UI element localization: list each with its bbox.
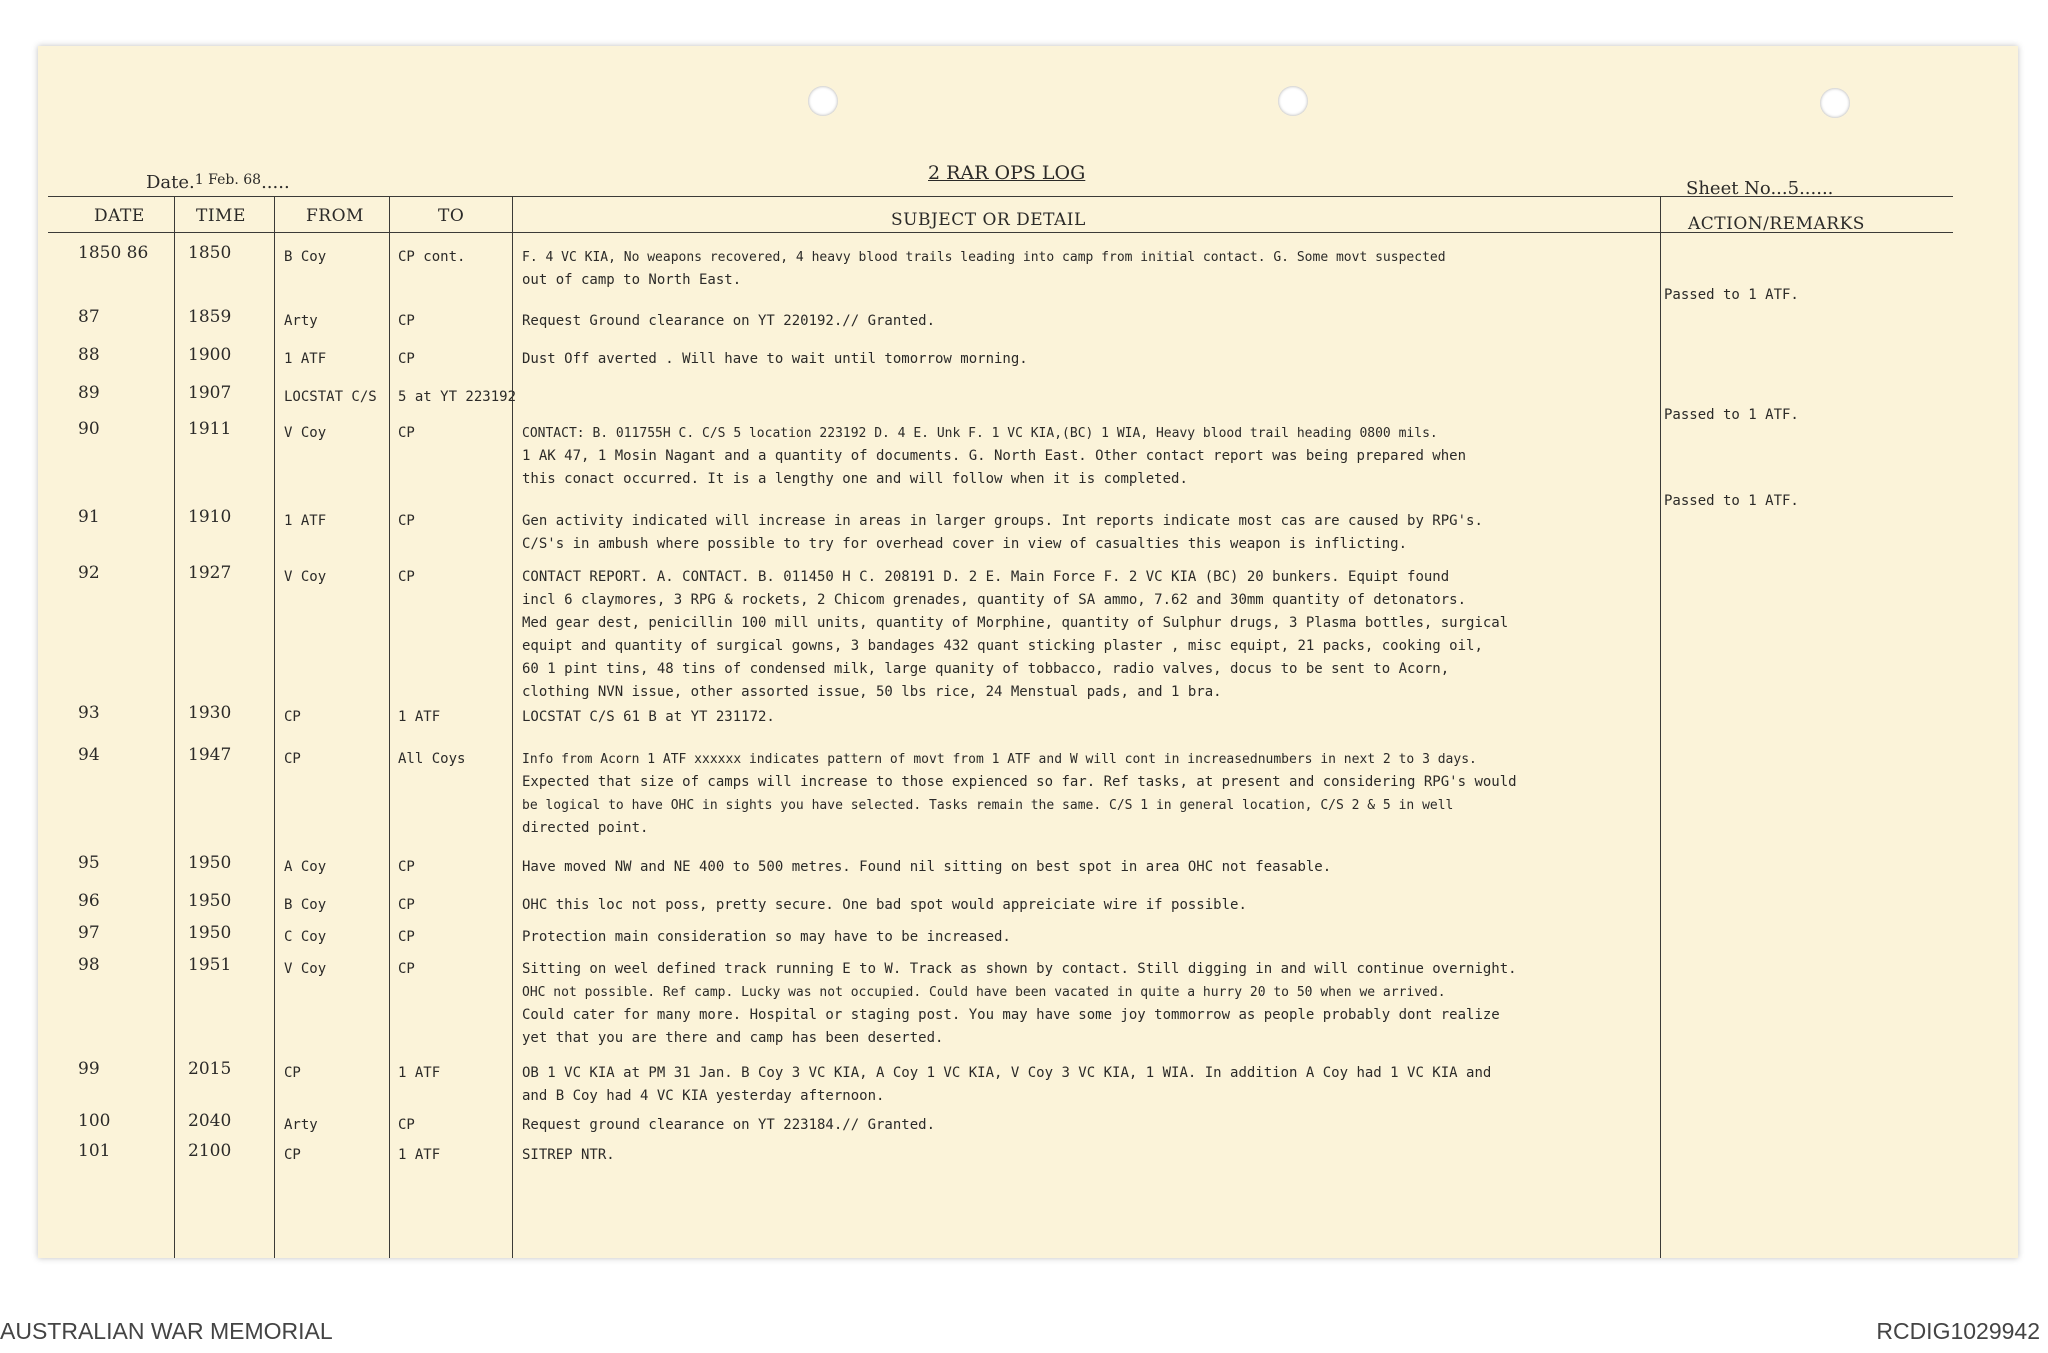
- row-from: LOCSTAT C/S: [284, 389, 377, 405]
- row-from: B Coy: [284, 897, 327, 913]
- row-detail-line: directed point.: [522, 820, 649, 836]
- row-detail-line: OB 1 VC KIA at PM 31 Jan. B Coy 3 VC KIA, A Coy 1 VC KIA, V Coy 3 VC KIA, 1 WIA. In addition A Coy had 1 VC KIA and: [522, 1065, 1492, 1081]
- row-detail-line: OHC this loc not poss, pretty secure. One bad spot would appreiciate wire if possible.: [522, 897, 1247, 913]
- row-detail-line: 1 AK 47, 1 Mosin Nagant and a quantity of documents. G. North East. Other contact report was being prepared when: [522, 448, 1467, 464]
- row-to: 1 ATF: [398, 709, 441, 725]
- row-time: 1950: [188, 891, 232, 911]
- row-detail-line: SITREP NTR.: [522, 1147, 615, 1163]
- row-detail-line: Info from Acorn 1 ATF xxxxxx indicates pattern of movt from 1 ATF and W will cont in increasednumbers in next 2 to 3 days.: [522, 752, 1477, 767]
- row-time: 1910: [188, 507, 232, 527]
- row-detail-line: Dust Off averted . Will have to wait until tomorrow morning.: [522, 351, 1028, 367]
- row-time: 1950: [188, 853, 232, 873]
- row-detail-line: be logical to have OHC in sights you have selected. Tasks remain the same. C/S 1 in general location, C/S 2 & 5 in well: [522, 798, 1454, 813]
- row-to: CP cont.: [398, 249, 466, 265]
- row-from: V Coy: [284, 425, 327, 441]
- header-bottom-line: [48, 232, 1953, 233]
- row-detail-line: out of camp to North East.: [522, 272, 742, 288]
- row-detail-line: Request Ground clearance on YT 220192.// Granted.: [522, 313, 936, 329]
- col-header-to: TO: [438, 206, 465, 226]
- row-detail-line: Med gear dest, penicillin 100 mill units, quantity of Morphine, quantity of Sulphur drugs, 3 Plasma bottles, surgical: [522, 615, 1509, 631]
- row-detail-line: C/S's in ambush where possible to try for overhead cover in view of casualties this weapon is inflicting.: [522, 536, 1408, 552]
- row-date: 89: [78, 383, 100, 403]
- footer-left: AUSTRALIAN WAR MEMORIAL: [0, 1318, 333, 1344]
- row-from: CP: [284, 709, 301, 725]
- row-date: 98: [78, 955, 100, 975]
- row-date: 100: [78, 1111, 111, 1131]
- row-detail-line: CONTACT: B. 011755H C. C/S 5 location 223192 D. 4 E. Unk F. 1 VC KIA,(BC) 1 WIA, Heavy blood trail heading 0800 mils.: [522, 426, 1438, 441]
- row-from: CP: [284, 1147, 301, 1163]
- row-time: 1927: [188, 563, 232, 583]
- row-to: CP: [398, 569, 415, 585]
- row-date: 88: [78, 345, 100, 365]
- row-to: 1 ATF: [398, 1065, 441, 1081]
- row-time: 1859: [188, 307, 232, 327]
- date-header: [146, 172, 290, 193]
- col-header-time: TIME: [196, 206, 246, 226]
- row-to: 5 at YT 223192: [398, 389, 517, 405]
- header-top-line: [48, 196, 1953, 197]
- row-to: CP: [398, 425, 415, 441]
- row-to: CP: [398, 351, 415, 367]
- row-time: 2100: [188, 1141, 232, 1161]
- col-divider: [1660, 196, 1661, 1258]
- punch-hole: [1820, 88, 1850, 118]
- row-detail-line: this conact occurred. It is a lengthy one and will follow when it is completed.: [522, 471, 1188, 487]
- punch-hole: [1278, 86, 1308, 116]
- row-detail-line: LOCSTAT C/S 61 B at YT 231172.: [522, 709, 775, 725]
- row-time: 2015: [188, 1059, 232, 1079]
- row-detail-line: yet that you are there and camp has been deserted.: [522, 1030, 944, 1046]
- row-time: 1850: [188, 243, 232, 263]
- row-from: C Coy: [284, 929, 327, 945]
- col-divider: [174, 196, 175, 1258]
- date-dots: .....: [261, 172, 290, 193]
- col-header-from: FROM: [306, 206, 364, 226]
- row-from: Arty: [284, 1117, 318, 1133]
- row-detail-line: F. 4 VC KIA, No weapons recovered, 4 heavy blood trails leading into camp from initial contact. G. Some movt suspected: [522, 250, 1446, 265]
- sheet-label: Sheet No...: [1686, 178, 1788, 199]
- row-detail-line: Protection main consideration so may have to be increased.: [522, 929, 1011, 945]
- row-from: 1 ATF: [284, 351, 327, 367]
- col-divider: [512, 196, 513, 1258]
- punch-hole: [808, 86, 838, 116]
- row-detail-line: Expected that size of camps will increase to those expienced so far. Ref tasks, at present and considering RPG's would: [522, 774, 1517, 790]
- row-action: Passed to 1 ATF.: [1664, 407, 1799, 423]
- row-to: CP: [398, 859, 415, 875]
- row-date: 90: [78, 419, 100, 439]
- row-from: Arty: [284, 313, 318, 329]
- date-value: 1 Feb. 68: [194, 172, 262, 188]
- row-date: 93: [78, 703, 100, 723]
- row-detail-line: OHC not possible. Ref camp. Lucky was not occupied. Could have been vacated in quite a hurry 20 to 50 when we arrived.: [522, 985, 1446, 1000]
- row-detail-line: Have moved NW and NE 400 to 500 metres. Found nil sitting on best spot in area OHC not feasable.: [522, 859, 1332, 875]
- row-date: 87: [78, 307, 100, 327]
- row-detail-line: clothing NVN issue, other assorted issue, 50 lbs rice, 24 Menstual pads, and 1 bra.: [522, 684, 1222, 700]
- row-time: 1907: [188, 383, 232, 403]
- row-from: A Coy: [284, 859, 327, 875]
- col-divider: [389, 196, 390, 1258]
- row-date: 99: [78, 1059, 100, 1079]
- row-time: 2040: [188, 1111, 232, 1131]
- date-label: Date.: [146, 172, 195, 193]
- row-time: 1930: [188, 703, 232, 723]
- row-date: 97: [78, 923, 100, 943]
- row-time: 1911: [188, 419, 232, 439]
- row-date: 94: [78, 745, 100, 765]
- row-to: CP: [398, 513, 415, 529]
- row-from: 1 ATF: [284, 513, 327, 529]
- row-detail-line: Could cater for many more. Hospital or staging post. You may have some joy tommorrow as people probably dont realize: [522, 1007, 1500, 1023]
- row-to: CP: [398, 1117, 415, 1133]
- row-date: 96: [78, 891, 100, 911]
- row-detail-line: Request ground clearance on YT 223184.// Granted.: [522, 1117, 936, 1133]
- row-to: CP: [398, 961, 415, 977]
- row-to: All Coys: [398, 751, 466, 767]
- row-time: 1951: [188, 955, 232, 975]
- row-to: CP: [398, 313, 415, 329]
- log-title: 2 RAR OPS LOG: [928, 162, 1086, 184]
- row-detail-line: CONTACT REPORT. A. CONTACT. B. 011450 H C. 208191 D. 2 E. Main Force F. 2 VC KIA (BC) 20 bunkers. Equipt found: [522, 569, 1450, 585]
- row-date: 95: [78, 853, 100, 873]
- row-from: V Coy: [284, 961, 327, 977]
- row-date: 91: [78, 507, 100, 527]
- sheet-value: 5: [1787, 178, 1800, 199]
- row-date: 1850 86: [78, 243, 149, 263]
- row-from: B Coy: [284, 249, 327, 265]
- row-date: 92: [78, 563, 100, 583]
- row-action: Passed to 1 ATF.: [1664, 287, 1799, 303]
- col-header-action: ACTION/REMARKS: [1688, 214, 1865, 234]
- row-action: Passed to 1 ATF.: [1664, 493, 1799, 509]
- row-time: 1900: [188, 345, 232, 365]
- row-from: V Coy: [284, 569, 327, 585]
- row-to: CP: [398, 897, 415, 913]
- col-divider: [274, 196, 275, 1258]
- row-from: CP: [284, 1065, 301, 1081]
- row-detail-line: Gen activity indicated will increase in areas in larger groups. Int reports indicate most cas are caused by RPG's.: [522, 513, 1483, 529]
- sheet-dots: ......: [1799, 178, 1834, 199]
- col-header-date: DATE: [94, 206, 145, 226]
- log-sheet: [38, 46, 2018, 1258]
- row-detail-line: and B Coy had 4 VC KIA yesterday afternoon.: [522, 1088, 885, 1104]
- row-time: 1947: [188, 745, 232, 765]
- row-to: CP: [398, 929, 415, 945]
- row-detail-line: Sitting on weel defined track running E to W. Track as shown by contact. Still digging in and will continue overnight.: [522, 961, 1517, 977]
- footer-right: RCDIG1029942: [1876, 1318, 2040, 1344]
- row-to: 1 ATF: [398, 1147, 441, 1163]
- row-time: 1950: [188, 923, 232, 943]
- row-detail-line: incl 6 claymores, 3 RPG & rockets, 2 Chicom grenades, quantity of SA ammo, 7.62 and 30mm quantity of detonators.: [522, 592, 1467, 608]
- col-header-subject: SUBJECT OR DETAIL: [891, 210, 1086, 230]
- row-date: 101: [78, 1141, 111, 1161]
- row-detail-line: 60 1 pint tins, 48 tins of condensed milk, large quanity of tobbacco, radio valves, docus to be sent to Acorn,: [522, 661, 1450, 677]
- row-detail-line: equipt and quantity of surgical gowns, 3 bandages 432 quant sticking plaster , misc equipt, 21 packs, cooking oil,: [522, 638, 1483, 654]
- row-from: CP: [284, 751, 301, 767]
